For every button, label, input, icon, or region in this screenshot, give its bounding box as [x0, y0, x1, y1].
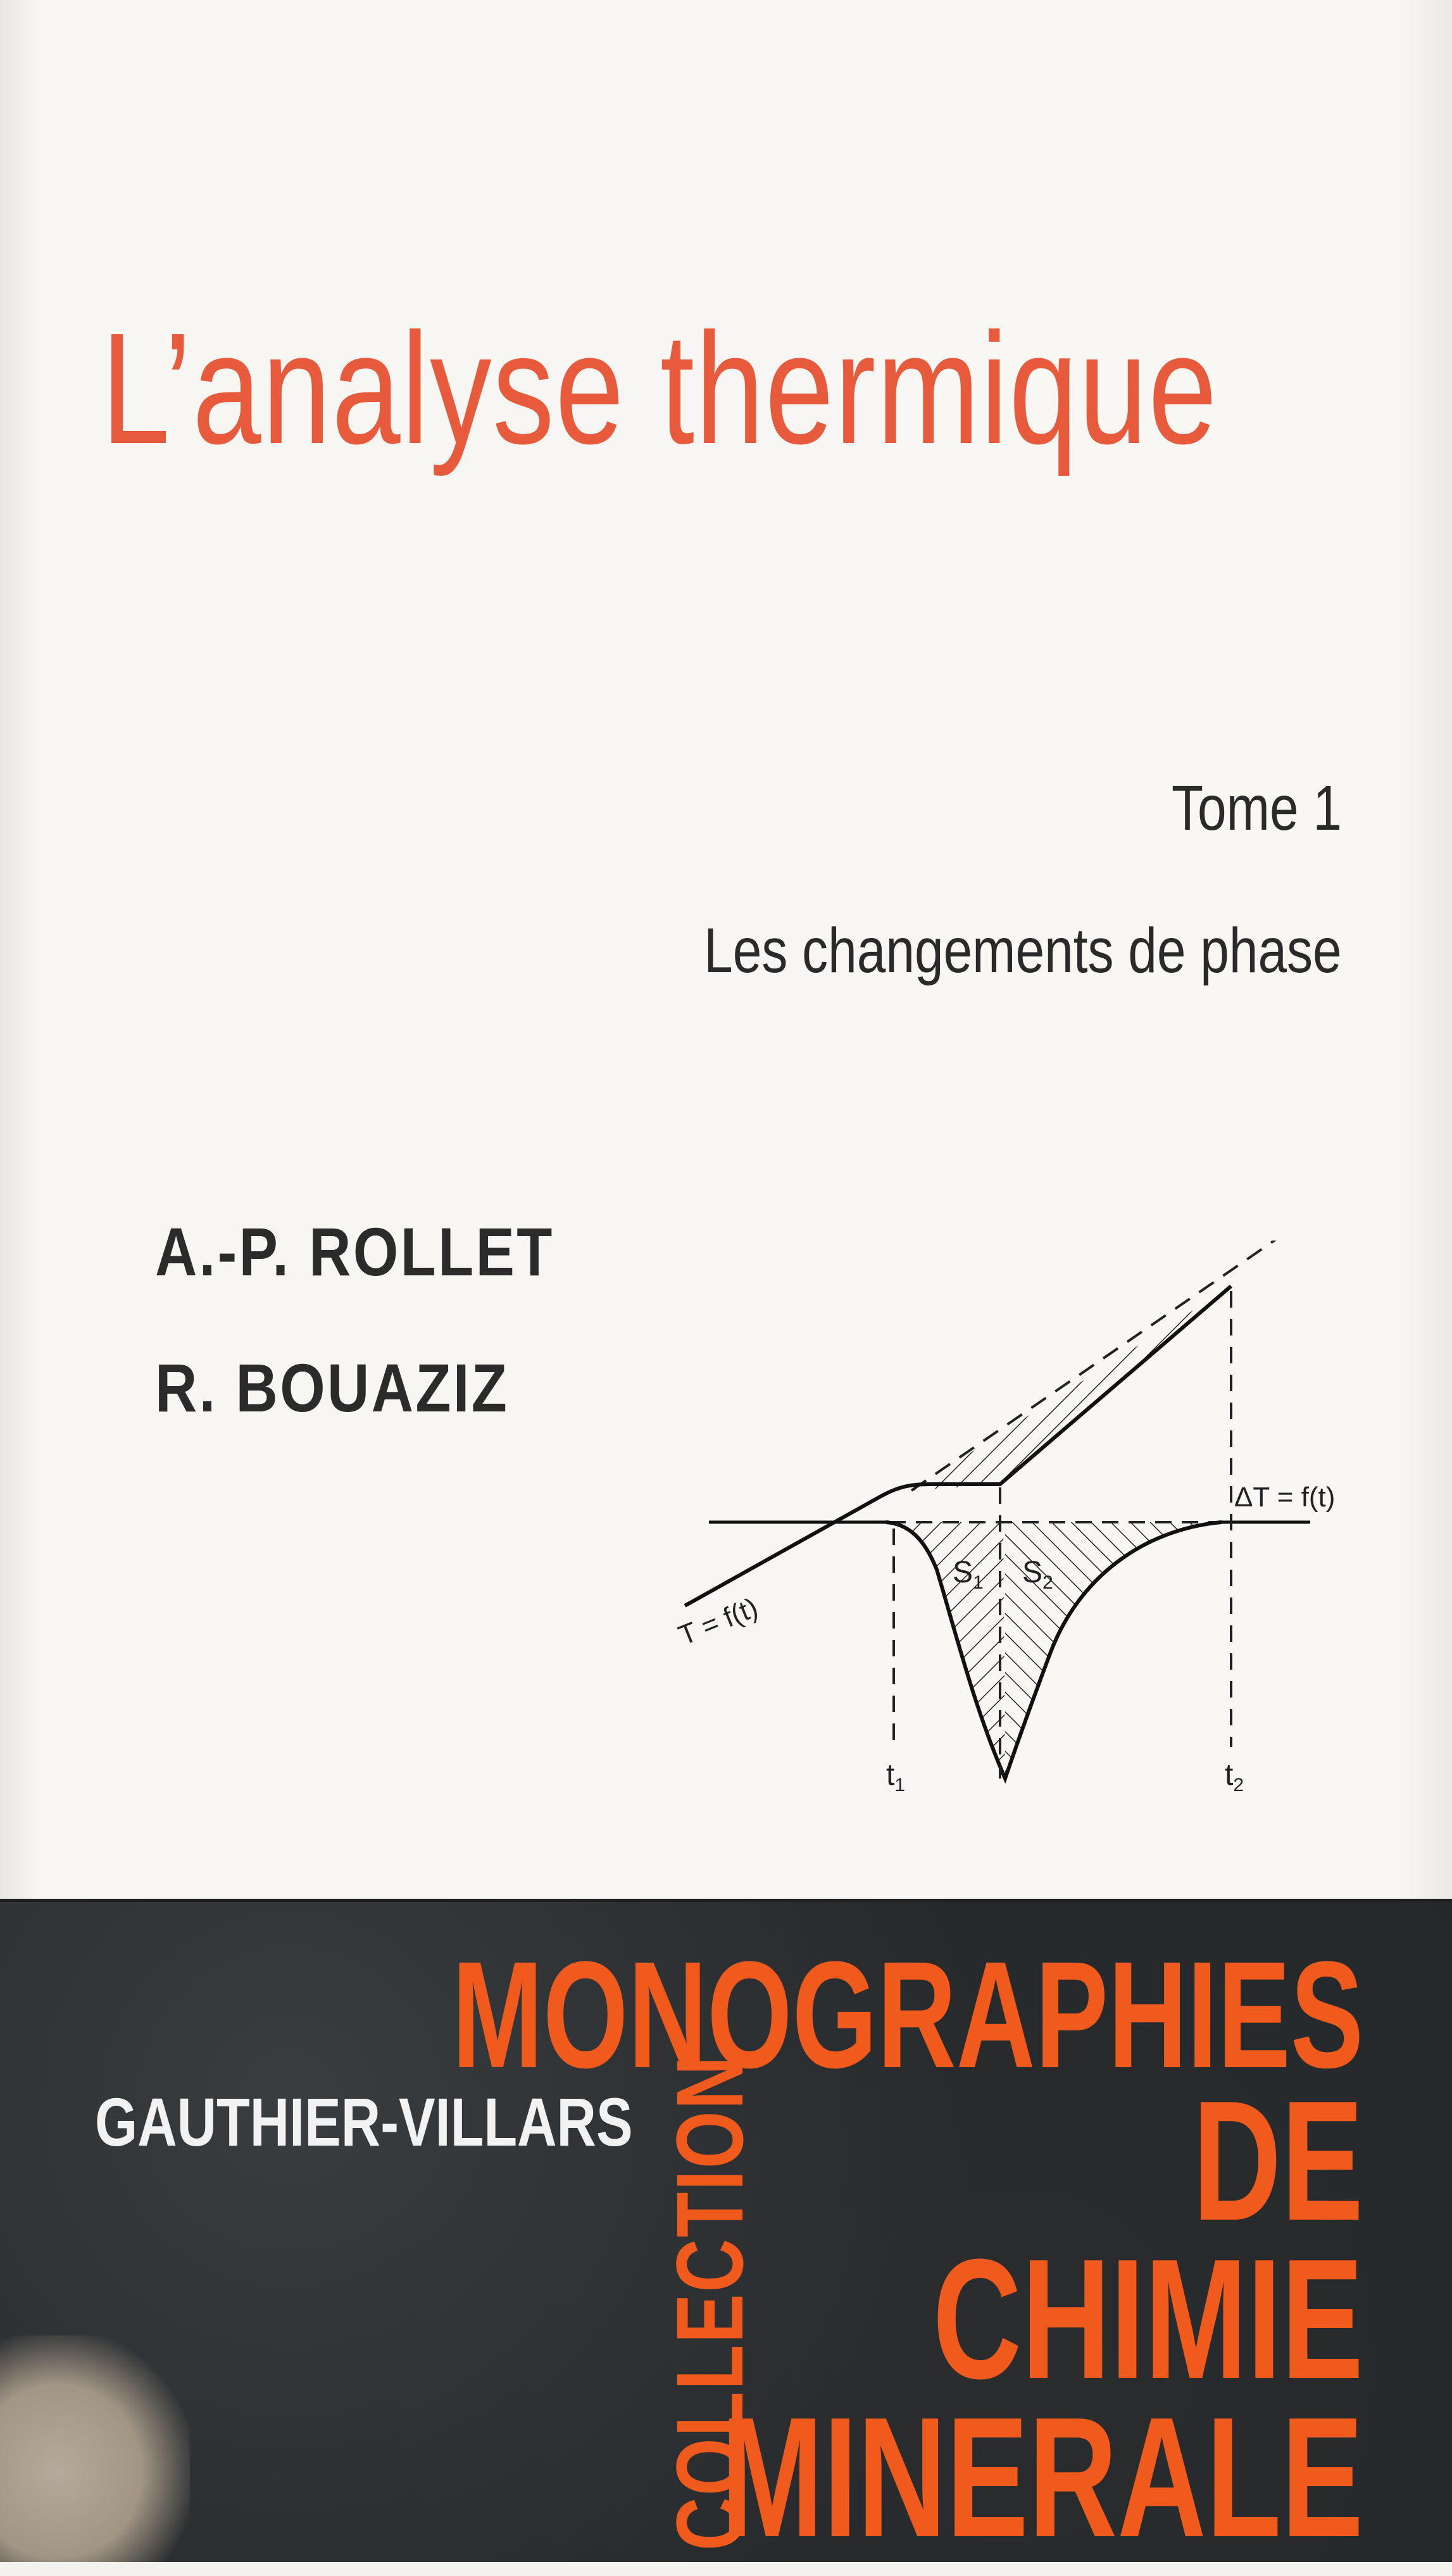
collection-line-4: MINERALE: [720, 2382, 1363, 2573]
collection-line-3: CHIMIE: [932, 2224, 1363, 2415]
label-t2: $t_2$: [1225, 1758, 1244, 1796]
thermal-analysis-diagram: [671, 1241, 1367, 1810]
upper-hatched-area: [911, 1286, 1231, 1491]
collection-label: COLLECTION: [656, 2054, 763, 2551]
label-t1: $t_1$: [886, 1758, 906, 1796]
label-temperature-curve: T = f(t): [674, 1592, 763, 1652]
label-s2: $S_2$: [1022, 1556, 1053, 1593]
volume-label: Tome 1: [1172, 773, 1342, 844]
worn-corner: [0, 2335, 190, 2562]
author-1: A.-P. ROLLET: [155, 1213, 554, 1290]
extrapolated-line: [911, 1241, 1288, 1491]
label-dta-curve: ΔT = f(t): [1234, 1482, 1336, 1513]
book-title: L’analyse thermique: [101, 300, 1218, 477]
publisher-name: GAUTHIER-VILLARS: [95, 2084, 633, 2160]
collection-line-1: MONOGRAPHIES: [451, 1930, 1363, 2099]
collection-line-2: DE: [1192, 2066, 1363, 2256]
label-s1: $S_1$: [953, 1556, 984, 1593]
book-subtitle: Les changements de phase: [704, 915, 1342, 986]
author-2: R. BOUAZIZ: [155, 1349, 510, 1426]
